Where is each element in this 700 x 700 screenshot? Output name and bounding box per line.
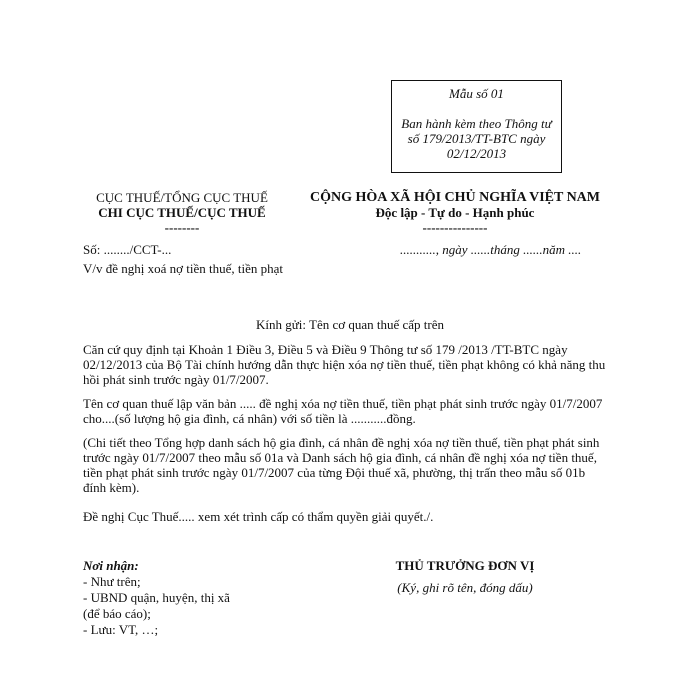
recipient-item: - Như trên; — [83, 574, 141, 589]
recipients-title: Nơi nhận: — [83, 558, 139, 573]
recipient-item: - UBND quận, huyện, thị xã — [83, 590, 230, 605]
body-paragraph-4: Đề nghị Cục Thuế..... xem xét trình cấp có thẩm quyền giải quyết./. — [83, 509, 434, 524]
form-issued-note: Ban hành kèm theo Thông tư số 179/2013/TT-BTC ngày 02/12/2013 — [401, 116, 552, 161]
sub-agency-name: CHI CỤC THUẾ/CỤC THUẾ — [98, 205, 266, 220]
form-code: Mẫu số 01 — [449, 86, 504, 101]
motto-rule: --------------- — [422, 220, 488, 235]
agency-rule: -------- — [164, 220, 200, 235]
agency-header — [62, 190, 302, 235]
document-subject: V/v đề nghị xoá nợ tiền thuế, tiền phạt — [83, 261, 284, 276]
national-header — [290, 190, 620, 235]
recipient-line: Kính gửi: Tên cơ quan thuế cấp trên — [255, 317, 445, 332]
date-line: ..........., ngày ......tháng ......năm .... — [400, 242, 582, 257]
recipient-item: - Lưu: VT, …; — [83, 622, 159, 637]
body-paragraph-3: (Chi tiết theo Tổng hợp danh sách hộ gia đình, cá nhân đề nghị xóa nợ tiền thuế, tiền phạt phát sinh trước ngày 01/7/2007 theo mẫu số 01a và Danh sách hộ gia đình, cá nhân đề nghị xóa nợ tiền thuế, tiền phạt phát sinh trước ngày 01/7/2007 của từng Đội thuế xã, phường, thị trấn theo mẫu số 01b đính kèm). — [83, 435, 600, 495]
national-motto: Độc lập - Tự do - Hạnh phúc — [375, 205, 535, 220]
document-number: Số: ......../CCT-... — [83, 242, 172, 257]
signature-block — [350, 558, 580, 596]
agency-name: CỤC THUẾ/TỔNG CỤC THUẾ — [96, 190, 268, 205]
recipients-block — [83, 558, 283, 638]
recipient-item: (để báo cáo); — [83, 606, 151, 621]
body-paragraph-2: Tên cơ quan thuế lập văn bản ..... đề nghị xóa nợ tiền thuế, tiền phạt phát sinh trước ngày 01/7/2007 cho....(số lượng hộ gia đình, cá nhân) với số tiền là ...........đồng. — [83, 396, 603, 426]
signature-title: THỦ TRƯỞNG ĐƠN VỊ — [395, 558, 535, 573]
signature-note: (Ký, ghi rõ tên, đóng dấu) — [397, 580, 533, 595]
country-name: CỘNG HÒA XÃ HỘI CHỦ NGHĨA VIỆT NAM — [309, 190, 600, 205]
form-code-box — [391, 80, 562, 173]
body-paragraph-1: Căn cứ quy định tại Khoản 1 Điều 3, Điều 5 và Điều 9 Thông tư số 179 /2013 /TT-BTC ngày 02/12/2013 của Bộ Tài chính hướng dẫn thực hiện xóa nợ tiền thuế, tiền phạt không có khả năng thu hồi phát sinh trước ngày 01/7/2007. — [83, 342, 606, 387]
